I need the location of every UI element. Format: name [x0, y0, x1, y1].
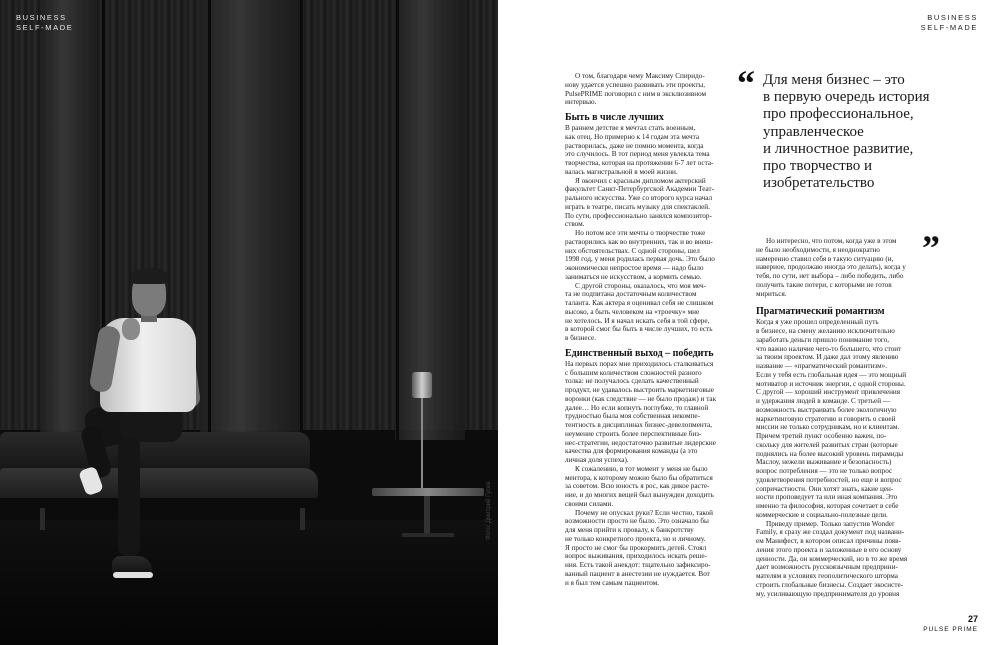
wall-seam [396, 0, 399, 440]
article-lead: О том, благодаря чему Максиму Спиридо- нову удается успешно развивать эти проекты, PulsePRIME поговорил с ним в эксклюзивном интервью. [565, 72, 707, 107]
person-hair [130, 268, 168, 284]
section-label-business: BUSINESS [927, 13, 978, 22]
side-table-foot [402, 533, 454, 537]
paragraph: В раннем детстве я мечтал стать военным, как отец. Но примерно к 14 годам эта мечта растворилась, даже не помню момента, когда это случилось. В тот период меня увлекла тема творчества, которая на протяжении 6-7 лет оста- валась магистральной в моей жизни. [565, 124, 714, 176]
paragraph: Я окончил с красным дипломом актерский факультет Санкт-Петербургской Академии Теат- рального искусства. Уже со второго курса начал играть в театре, писать музыку для спектаклей. По сути, профессионально занялся композитор- ством. [565, 176, 715, 229]
section-label-selfmade: SELF-MADE [16, 23, 74, 32]
footer-brand: PULSE PRIME [923, 626, 978, 633]
photo-credit: Фото: Дмитрий Гусев [486, 481, 492, 540]
paragraph: Но потом все эти мечты о творчестве тоже растворились как во внутренних, так и во внеш- них обстоятельствах. С одной стороны, шел 1998 год, у меня родилась первая дочь. Это было экономически непростое время — надо было заниматься не искусством, а кормить семью. [565, 229, 715, 281]
section-label-left [16, 13, 73, 33]
floor [0, 520, 498, 645]
person-hand [122, 318, 140, 340]
sofa-seat [0, 468, 318, 500]
paragraph: Когда я уже прошел определенный путь в бизнесе, на смену желанию исключительно заработать деньги пришло понимание того, что важно наличие чего-то большего, что стоит за твоим проектом. И даже дал этому явлению название — «прагматический романтизм». Если у тебя есть глобальная идея — это мощный мотиватор и источник энергии, с одной стороны. С другой — хороший инструмент привлечения и удержания людей в команде. С третьей — возможность выстраивать более экологичную маркетинговую стратегию и говорить о своей миссии не только сотрудникам, но и клиентам. Причем третий пункт особенно важен, по- скольку для жителей развитых стран (которые поднялись на более высокий уровень пирамиды Маслоу, нежели выживание и безопасность) вопрос потребления — это не только вопрос удовлетворения потребностей, но еще и вопрос сопричастности. Они хотят знать, какие цен- ности проповедует та или иная компания. Это именно та философия, которая сочетает в себе коммерческие и социально-полезные цели. [756, 318, 907, 519]
lamp-shade [412, 372, 432, 398]
pull-quote-text: Для меня бизнес – это в первую очередь история про профессиональное, управленческое и личностное развитие, про творчество и изобретательство [763, 72, 930, 192]
page-number: 27 [967, 614, 978, 624]
paragraph: Но интересно, что потом, когда уже в этом не было необходимости, я неоднократно намеренно ставил себя в такую ситуацию (и, наверное, продолжаю иногда это делать), когда у тебя, по сути, нет выбора – либо победить, либо получить такие потери, с которыми не готов мириться. [756, 237, 906, 298]
sofa-leg [300, 508, 305, 530]
wall-seam [208, 0, 211, 440]
sofa-leg [40, 508, 45, 530]
lamp-pole [421, 398, 423, 490]
paragraph: Почему не опускал руки? Если честно, такой возможности просто не было. Это означало бы для меня прийти к провалу, к банкротству не только конкретного проекта, но и личному. Я просто не смог бы прокормить детей. Стоял вопрос выживания, приходилось искать реше- ния. Есть такой анекдот: тщательно зафиксиро- ванный пациент в анестезии не нуждается. Вот и я был тем самым пациентом. [565, 508, 713, 587]
person-shin [118, 438, 140, 556]
side-table-top [372, 488, 484, 496]
person-shoe-sole [113, 572, 153, 578]
paragraph: К сожалению, в тот момент у меня не было ментора, к которому можно было бы обратиться за советом. Всю юность я рос, как дикое расте- ние, и до многих вещей был вынужден доходить своими силами. [565, 464, 714, 508]
section-label-selfmade: SELF-MADE [920, 23, 978, 32]
paragraph: Приведу пример. Только запустив Wonder Family, я сразу же создал документ под названи- ем Манифест, в котором описал причины появ- ления этого проекта и заложенные в его основу ценности. Да, он коммерческий, но в то же время дает возможность русскоязычным предприни- мателям в условиях геополитического шторма строить глобальные бизнесы. Создает экосисте- му, усиливающую предпринимателя до уровня [756, 519, 908, 598]
text-column-2 [756, 237, 916, 598]
sofa-base [0, 498, 318, 510]
quote-open-mark: “ [737, 63, 755, 103]
section-label-business: BUSINESS [16, 13, 67, 22]
section-heading: Единственный выход – победить [565, 347, 714, 359]
side-table-leg [424, 496, 430, 536]
wall-seam [300, 0, 303, 440]
paragraph: С другой стороны, оказалось, что моя меч- та не подпитана достаточным количеством таланта. Как актера я оценивал себя не слишком высоко, а быть человеком на «троечку» мне не хотелось. И я начал искать себя в той сфере, в которой смог бы быть в числе лучших, то есть в бизнесе. [565, 281, 714, 342]
page-footer [923, 614, 978, 634]
quote-close-mark: ” [922, 228, 940, 268]
section-heading: Быть в числе лучших [565, 112, 664, 123]
paragraph: На первых порах мне приходилось сталкиваться с большим количеством сложностей разного толка: не получалось сделать качественный продукт, не удавалось выстроить маркетинговые воронки (как следствие — не было продаж) и так далее… Но если копнуть поглубже, то главной трудностью была моя собственная некомпе- тентность в дисциплинах бизнес-девелопмента, неумение строить более перспективные биз- нес-стратегии, недостаточно развитые лидерские качества для формирования команды (а это личная доля успеха). [565, 359, 717, 464]
section-heading: Прагматический романтизм [756, 306, 885, 318]
text-column-1 [565, 72, 723, 587]
section-label-right [921, 13, 978, 33]
wall-panel [200, 0, 300, 440]
